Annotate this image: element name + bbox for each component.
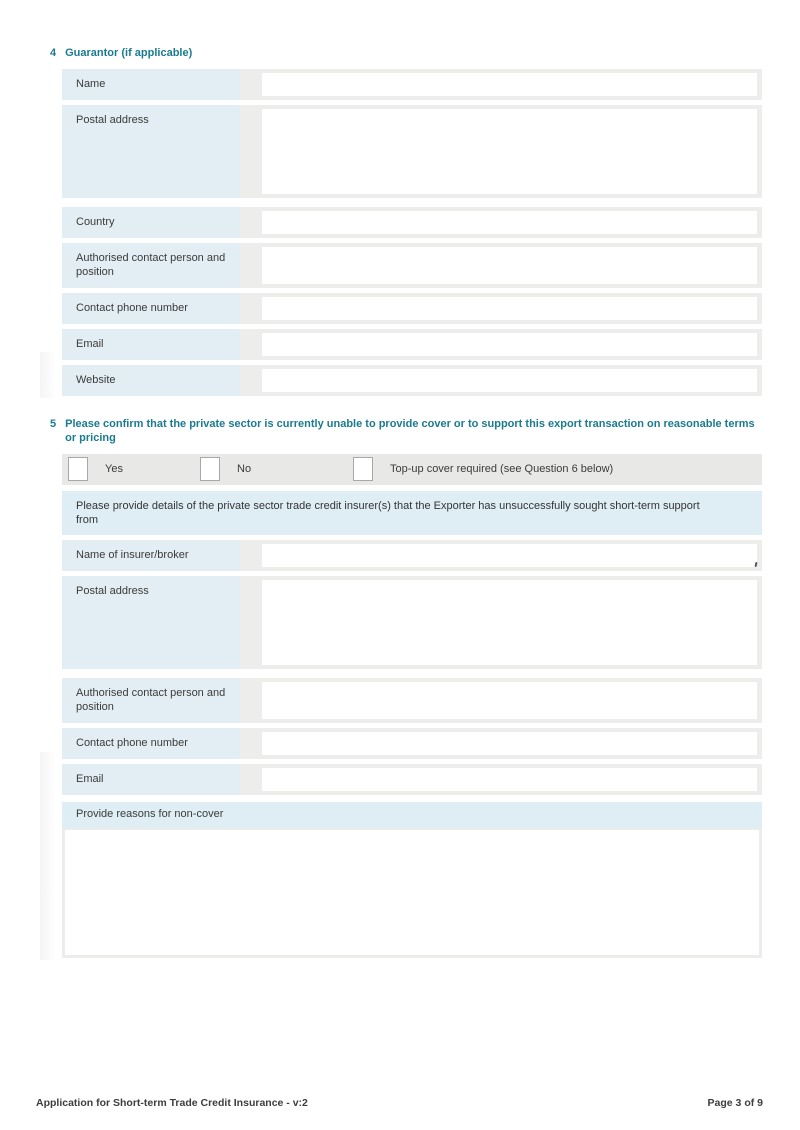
footer-document-title: Application for Short-term Trade Credit Insurance - v:2 [36,1097,308,1109]
field-label: Postal address [62,576,240,669]
reasons-label: Provide reasons for non-cover [62,802,762,828]
topup-label: Top-up cover required (see Question 6 below) [390,463,614,475]
guarantor-website-input[interactable] [262,369,757,392]
insurer-postal-address-input[interactable] [262,580,757,665]
guarantor-name-input[interactable] [262,73,757,96]
insurer-email-input[interactable] [262,768,757,791]
no-checkbox[interactable] [200,457,220,481]
section-4-heading [50,46,762,61]
section-number: 5 [50,417,57,430]
section-number: 4 [50,47,57,59]
insurer-contact-person-input[interactable] [262,682,757,719]
form-row [62,243,762,288]
field-label: Country [62,207,240,238]
field-label: Name [62,69,240,100]
form-row [62,678,762,723]
field-label: Email [62,764,240,795]
insurer-fields [62,540,762,795]
option-no [200,454,251,485]
guarantor-postal-address-input[interactable] [262,109,757,194]
section-title: Please confirm that the private sector is currently unable to provide cover or to support this export transaction on reasonable terms or pricing [65,417,755,444]
insurer-details-instruction: Please provide details of the private sector trade credit insurer(s) that the Exporter has unsuccessfully sought short-term support from [62,491,762,535]
topup-cover-checkbox[interactable] [353,457,373,481]
guarantor-country-input[interactable] [262,211,757,234]
form-row [62,329,762,360]
no-label: No [237,463,252,475]
guarantor-fields [62,69,762,396]
field-label: Contact phone number [62,293,240,324]
insurer-name-input[interactable] [262,544,757,567]
field-label: Contact phone number [62,728,240,759]
section-5-heading [50,417,762,446]
guarantor-phone-input[interactable] [262,297,757,320]
field-label: Authorised contact person and position [62,678,240,723]
yes-checkbox[interactable] [68,457,88,481]
page-footer [36,1097,763,1109]
form-row [62,576,762,669]
form-row [62,365,762,396]
form-row [62,207,762,238]
form-row [62,293,762,324]
option-topup [353,454,613,485]
footer-page-number: Page 3 of 9 [707,1097,763,1109]
guarantor-contact-person-input[interactable] [262,247,757,284]
reasons-field [62,828,762,958]
yes-label: Yes [105,463,123,475]
form-row [62,728,762,759]
form-row [62,105,762,198]
insurer-phone-input[interactable] [262,732,757,755]
field-label: Website [62,365,240,396]
field-label: Name of insurer/broker [62,540,240,571]
field-label: Authorised contact person and position [62,243,240,288]
form-row [62,69,762,100]
guarantor-email-input[interactable] [262,333,757,356]
form-row [62,540,762,571]
field-label: Postal address [62,105,240,198]
confirmation-options [62,454,762,485]
non-cover-reasons-textarea[interactable] [65,830,759,955]
option-yes [68,454,123,485]
field-label: Email [62,329,240,360]
section-title: Guarantor (if applicable) [65,47,193,59]
form-row [62,764,762,795]
